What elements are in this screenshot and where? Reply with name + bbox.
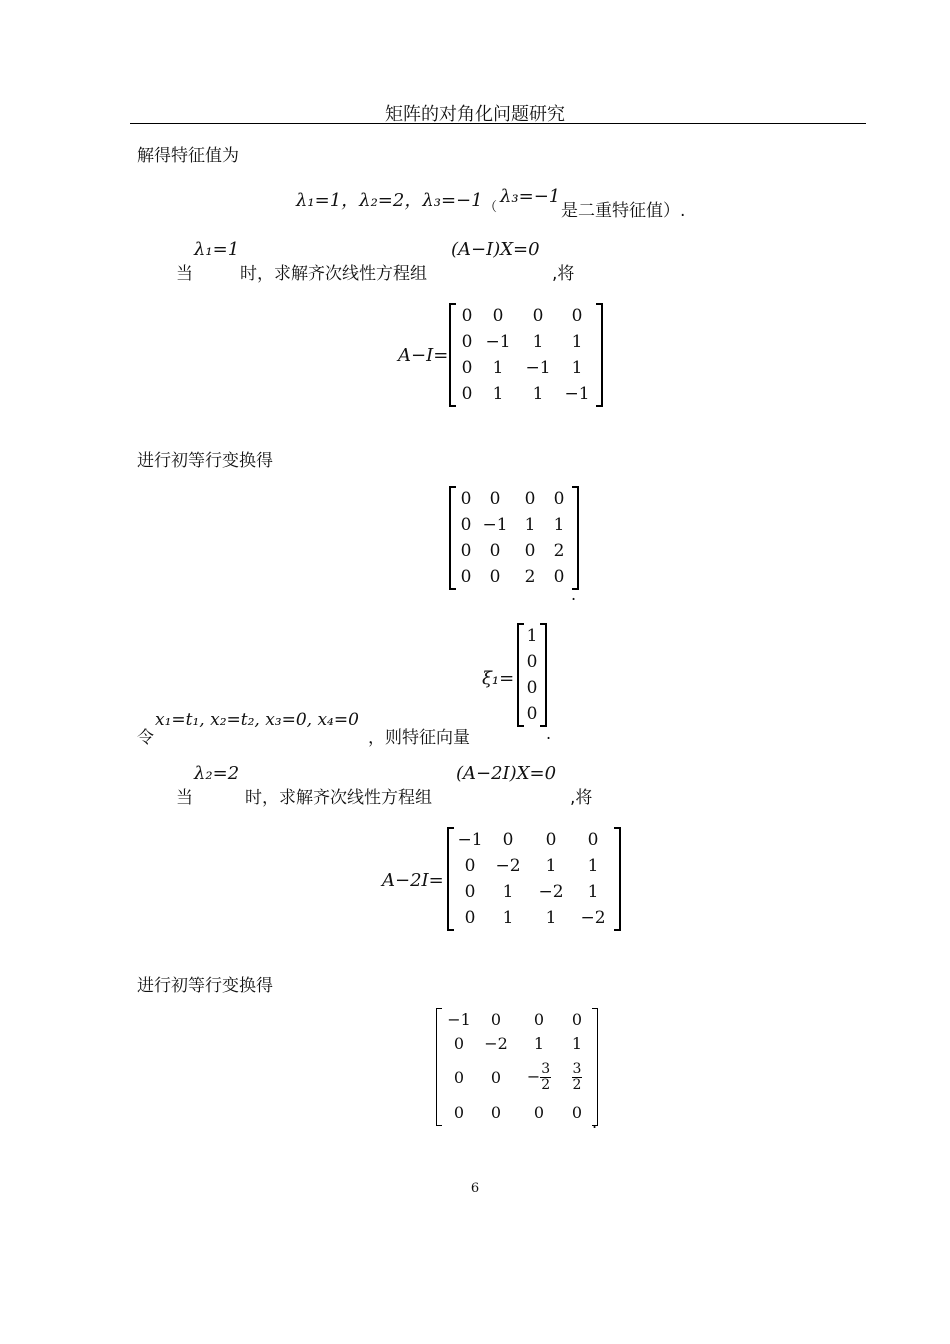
- matrix-cell: 1: [492, 384, 504, 404]
- right-bracket: [592, 1008, 598, 1126]
- let-tail: ，则特征向量: [368, 728, 470, 748]
- matrix-cell: 0: [460, 489, 472, 509]
- matrix-cell: 0: [502, 830, 514, 850]
- fraction: [540, 1062, 551, 1093]
- matrix-cell: 0: [461, 358, 473, 378]
- matrix-cell: 1: [492, 358, 504, 378]
- matrix-cell: −1: [482, 515, 508, 535]
- matrix-cell: 0: [489, 567, 501, 587]
- matrix-cell: 0: [464, 882, 476, 902]
- eigen-intro-text: 解得特征值为: [137, 146, 239, 166]
- numerator: 3: [541, 1060, 551, 1077]
- case1-lambda: λ₁=1: [194, 239, 240, 260]
- matrix-cell: 0: [453, 1102, 465, 1122]
- matrix-cell: 0: [490, 1009, 502, 1029]
- matrix-cell: 1: [587, 856, 599, 876]
- case1-equation: (A−I)X=0: [451, 239, 540, 260]
- matrix-cell: 0: [492, 306, 504, 326]
- matrix-cell: 0: [533, 1102, 545, 1122]
- matrix-cell: 1: [532, 332, 544, 352]
- right-bracket: [572, 486, 579, 590]
- matrix-cell-fraction: [562, 1056, 592, 1098]
- eigen-note-open: （: [484, 200, 498, 215]
- matrix-cell: −1: [485, 332, 511, 352]
- left-bracket: [447, 827, 454, 931]
- matrix-cell: 1: [533, 1033, 545, 1053]
- matrix-cell: 0: [460, 567, 472, 587]
- matrix-cell: 0: [533, 1009, 545, 1029]
- right-bracket: [596, 303, 603, 407]
- matrix-cell: 0: [460, 515, 472, 535]
- matrix4-table: [442, 1008, 592, 1126]
- case1-when: 当: [176, 264, 193, 284]
- matrix-cell: −1: [457, 830, 483, 850]
- xi1-table: [524, 623, 540, 727]
- matrix-cell: 1: [571, 332, 583, 352]
- matrix-cell: 0: [587, 830, 599, 850]
- case2-equation: (A−2I)X=0: [456, 763, 557, 784]
- matrix-cell: 2: [553, 541, 565, 561]
- vector-cell: 0: [526, 678, 538, 698]
- case2-lambda: λ₂=2: [194, 763, 240, 784]
- case1-text: 时，求解齐次线性方程组: [240, 264, 427, 284]
- matrix-cell: −1: [564, 384, 590, 404]
- matrix-cell: 0: [524, 489, 536, 509]
- matrix-cell: 2: [524, 567, 536, 587]
- right-bracket: [540, 623, 547, 727]
- matrix-cell: 0: [524, 541, 536, 561]
- matrix-cell: −1: [525, 358, 551, 378]
- matrix-cell: 1: [502, 908, 514, 928]
- matrix-cell: 0: [545, 830, 557, 850]
- numerator: 3: [572, 1060, 582, 1077]
- matrix-cell: 0: [571, 1102, 583, 1122]
- matrix-cell: 0: [460, 541, 472, 561]
- eigenvalues-formula: λ₁=1，λ₂=2，λ₃=−1: [296, 190, 483, 211]
- case2-text: 时，求解齐次线性方程组: [245, 788, 432, 808]
- vector-cell: 0: [526, 652, 538, 672]
- left-bracket: [449, 486, 456, 590]
- page-number: 6: [470, 1181, 480, 1196]
- left-bracket: [517, 623, 524, 727]
- matrix-cell: 1: [571, 358, 583, 378]
- matrix-cell: 1: [587, 882, 599, 902]
- reduced-matrix-2: [436, 1008, 598, 1126]
- matrix-cell: 0: [571, 306, 583, 326]
- matrix-cell: 0: [489, 489, 501, 509]
- matrix-cell: 1: [553, 515, 565, 535]
- reduced-matrix-1: [449, 486, 579, 590]
- matrix-cell: 1: [532, 384, 544, 404]
- fraction: [572, 1062, 583, 1093]
- matrix-cell: 1: [545, 856, 557, 876]
- eigen-note-math: λ₃=−1: [500, 186, 561, 207]
- matrix-cell: 0: [490, 1067, 502, 1087]
- case2-when: 当: [176, 788, 193, 808]
- left-bracket: [449, 303, 456, 407]
- matrix-cell: 1: [545, 908, 557, 928]
- matrix-a-minus-2i: [447, 827, 621, 931]
- matrix-cell: 0: [571, 1009, 583, 1029]
- page-header-title: 矩阵的对角化问题研究: [385, 104, 565, 125]
- matrix-cell: −2: [495, 856, 521, 876]
- matrix-cell: 0: [553, 567, 565, 587]
- matrix-cell: 0: [464, 856, 476, 876]
- matrix-cell: 0: [461, 306, 473, 326]
- matrix-cell: 0: [453, 1067, 465, 1087]
- matrix-cell: 1: [524, 515, 536, 535]
- period-after-vector: .: [546, 724, 552, 743]
- denominator: 2: [572, 1076, 582, 1093]
- xi1-label: ξ₁=: [482, 668, 515, 689]
- matrix-cell: 0: [489, 541, 501, 561]
- period-after-matrix: .: [571, 585, 577, 604]
- matrix-a-minus-i: [449, 303, 603, 407]
- matrix-cell: 0: [464, 908, 476, 928]
- header-rule: [130, 123, 866, 124]
- let-assignments: x₁=t₁, x₂=t₂, x₃=0, x₄=0: [155, 710, 359, 730]
- matrix-cell: −1: [447, 1009, 471, 1029]
- case2-tail: ,将: [570, 788, 593, 808]
- row-op-text-2: 进行初等行变换得: [137, 976, 273, 996]
- right-bracket: [614, 827, 621, 931]
- minus-sign: −: [526, 1066, 541, 1086]
- matrix1-label: A−I=: [398, 345, 449, 366]
- matrix-cell: 0: [553, 489, 565, 509]
- matrix-cell-neg-fraction: [516, 1056, 562, 1098]
- case1-tail: ,将: [552, 264, 575, 284]
- matrix-cell: −2: [484, 1033, 508, 1053]
- matrix2-table: [456, 486, 572, 590]
- matrix-cell: 0: [532, 306, 544, 326]
- matrix3-label: A−2I=: [382, 870, 444, 891]
- eigen-note-text: 是二重特征值）.: [561, 201, 686, 221]
- row-op-text-1: 进行初等行变换得: [137, 451, 273, 471]
- matrix-cell: −2: [538, 882, 564, 902]
- period-after-matrix-2: .: [592, 1113, 598, 1132]
- matrix3-table: [454, 827, 614, 931]
- vector-cell: 0: [526, 704, 538, 724]
- matrix-cell: 0: [461, 332, 473, 352]
- matrix1-table: [456, 303, 596, 407]
- let-word: 令: [137, 728, 154, 748]
- eigenvector-xi1: [517, 623, 547, 727]
- matrix-cell: −2: [580, 908, 606, 928]
- matrix-cell: 0: [461, 384, 473, 404]
- matrix-cell: 0: [453, 1033, 465, 1053]
- matrix-cell: 0: [490, 1102, 502, 1122]
- denominator: 2: [541, 1076, 551, 1093]
- matrix-cell: 1: [502, 882, 514, 902]
- matrix-cell: 1: [571, 1033, 583, 1053]
- vector-cell: 1: [526, 626, 538, 646]
